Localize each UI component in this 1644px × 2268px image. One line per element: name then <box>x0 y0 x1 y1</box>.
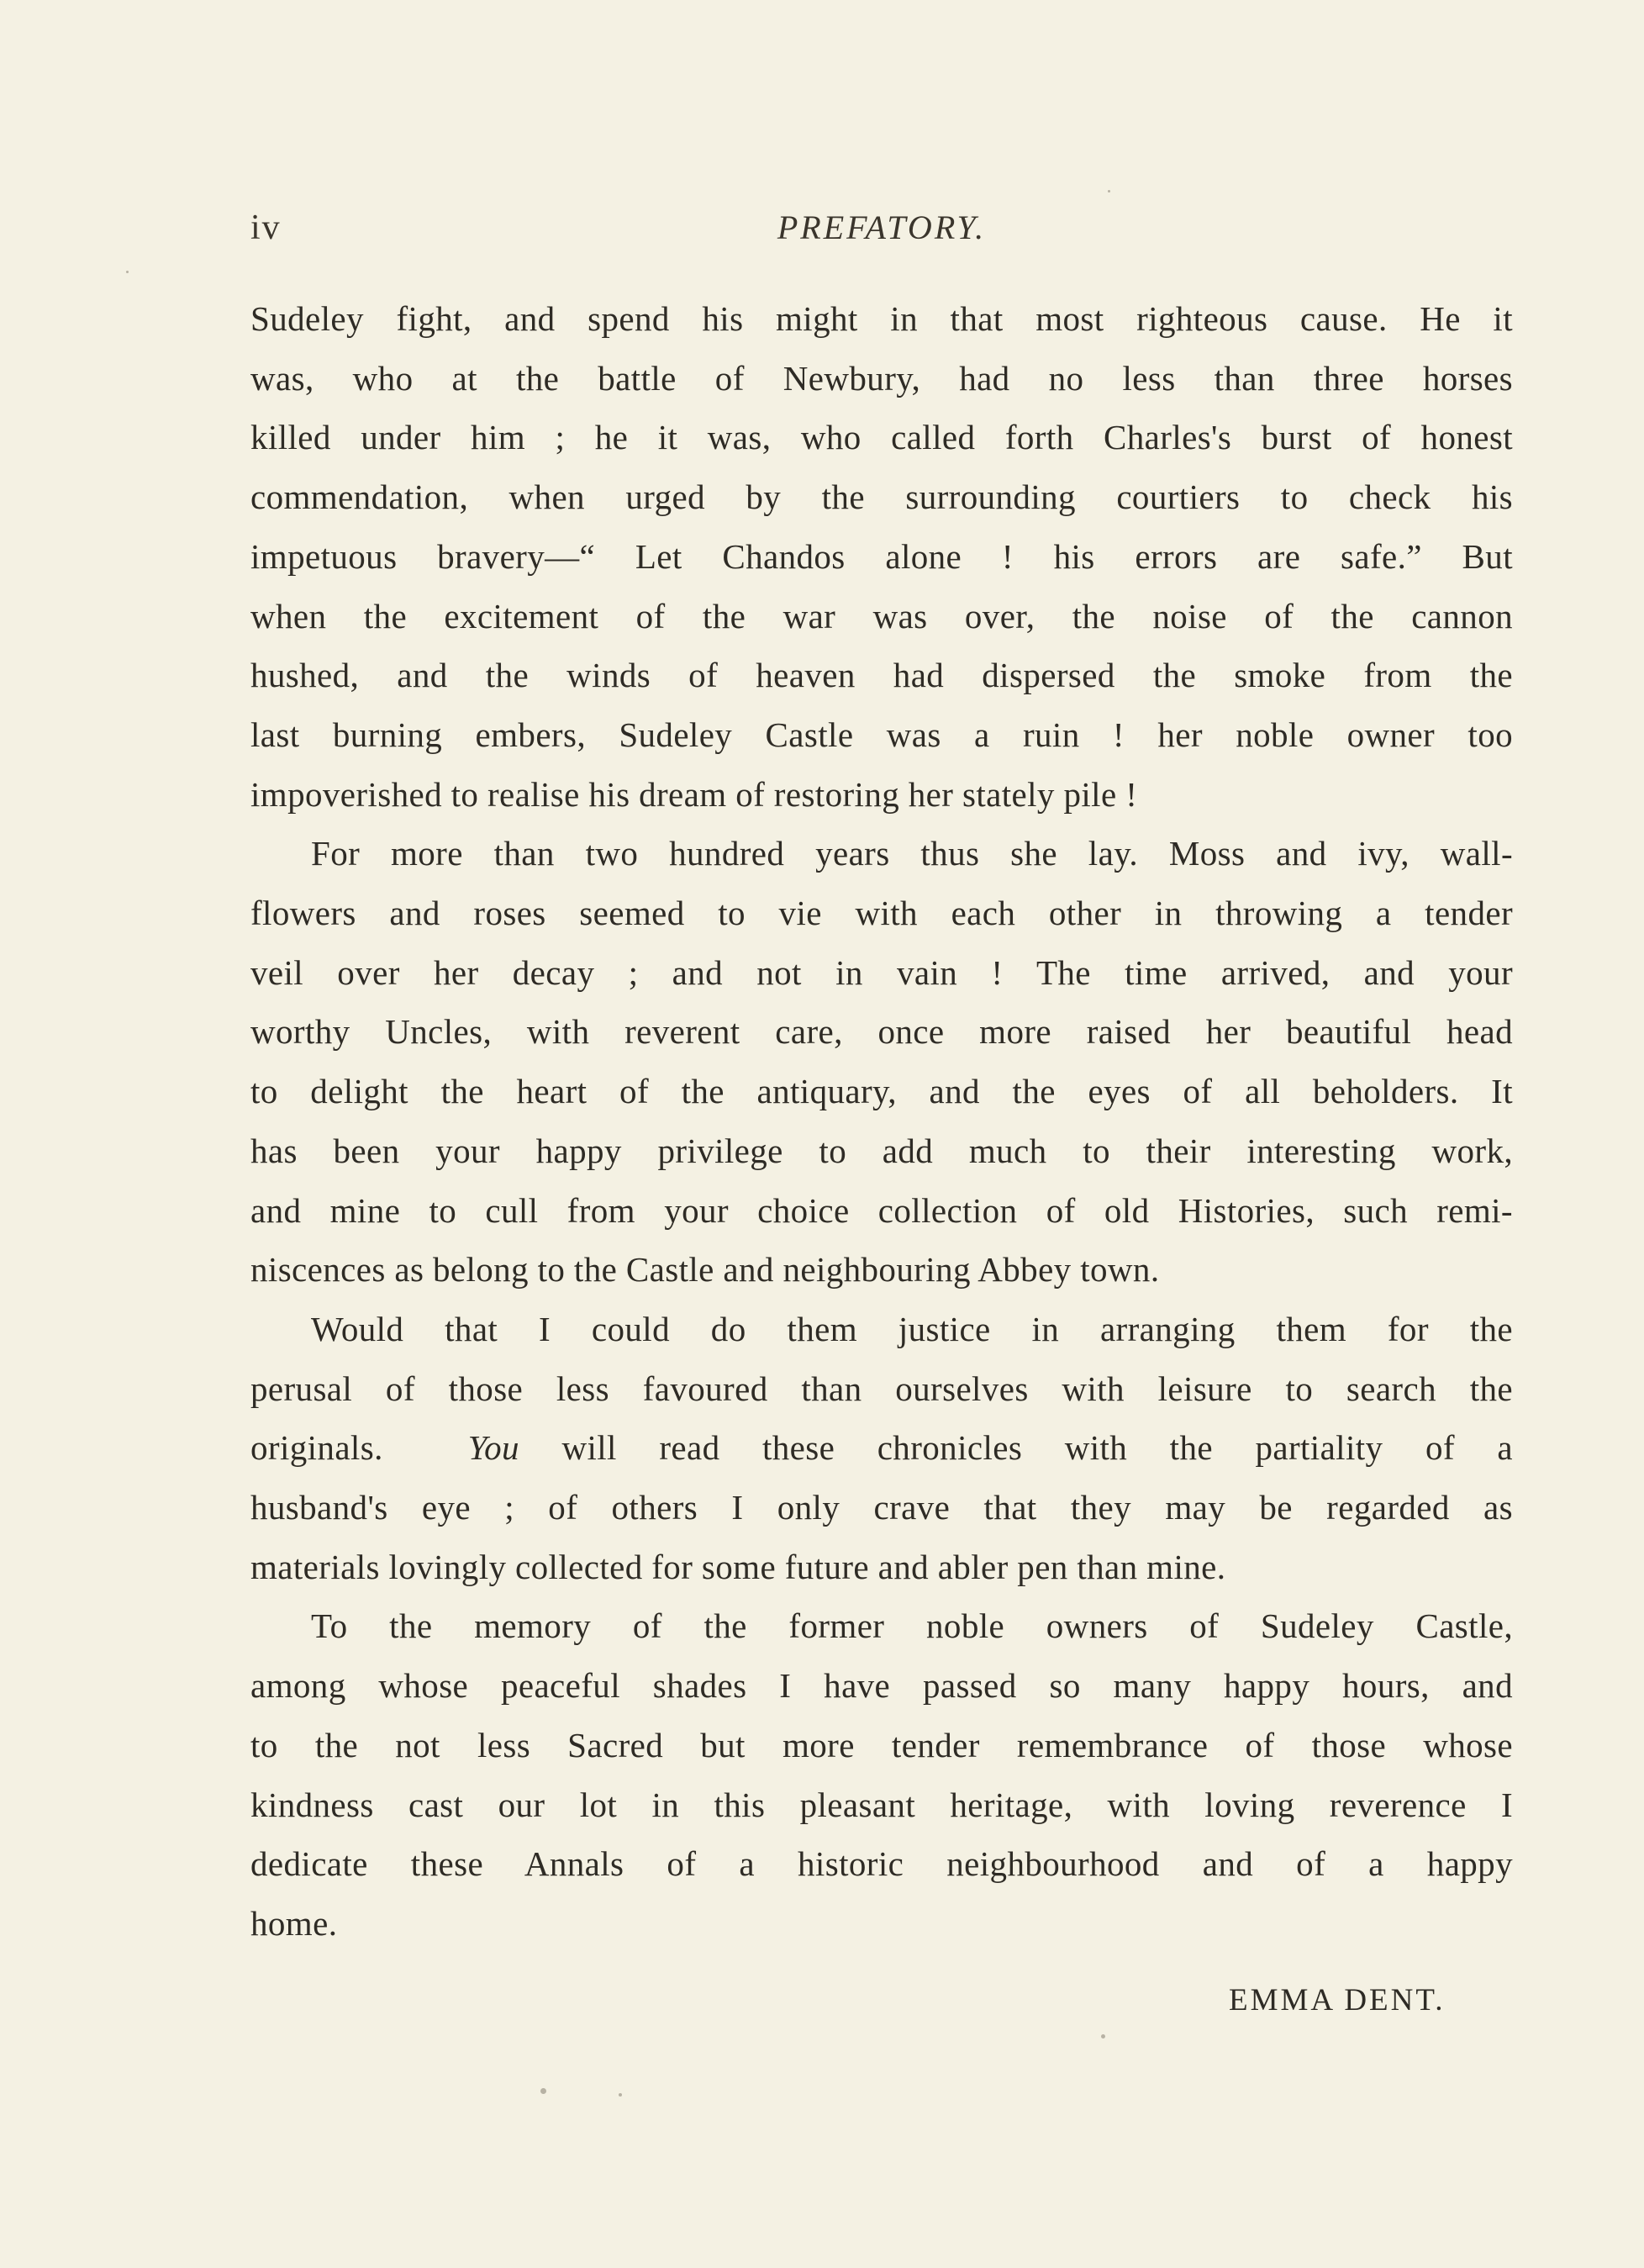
text-line: when the excitement of the war was over, the noise of the cannon <box>250 596 1513 636</box>
author-signature: EMMA DENT. <box>1229 1983 1446 2017</box>
text-line: perusal of those less favoured than ourselves with leisure to search the <box>250 1369 1513 1408</box>
paragraph-1 <box>250 289 1513 824</box>
text-line: among whose peaceful shades I have passed so many happy hours, and <box>250 1666 1513 1706</box>
paragraph-2 <box>250 824 1513 1300</box>
text-line: hushed, and the winds of heaven had dispersed the smoke from the <box>250 656 1513 695</box>
text-line: To the memory of the former noble owners of Sudeley Castle, <box>311 1606 1513 1646</box>
body-text <box>250 289 1513 1954</box>
text-line: worthy Uncles, with reverent care, once more raised her beautiful head <box>250 1012 1513 1052</box>
text-run: originals. <box>250 1428 383 1468</box>
emphasized-word: You <box>467 1428 519 1468</box>
text-line: and mine to cull from your choice collection of old Histories, such remi- <box>250 1190 1513 1230</box>
paper-speck <box>1108 190 1110 193</box>
text-line: last burning embers, Sudeley Castle was a ruin ! her noble owner too <box>250 715 1513 754</box>
text-line: niscences as belong to the Castle and neighbouring Abbey town. <box>250 1250 1160 1290</box>
text-line: veil over her decay ; and not in vain ! The time arrived, and your <box>250 952 1513 992</box>
paragraph-4 <box>250 1596 1513 1953</box>
text-line: to the not less Sacred but more tender remembrance of those whose <box>250 1725 1513 1764</box>
text-line: has been your happy privilege to add much to their interesting work, <box>250 1131 1513 1170</box>
page-header <box>250 208 1513 258</box>
paper-speck <box>1101 2034 1105 2039</box>
text-line: impetuous bravery—“ Let Chandos alone ! his errors are safe.” But <box>250 536 1513 576</box>
running-head: PREFATORY. <box>777 208 987 246</box>
text-line: was, who at the battle of Newbury, had no less than three horses <box>250 358 1513 398</box>
text-line: dedicate these Annals of a historic neighbourhood and of a happy <box>250 1844 1513 1884</box>
text-line: Would that I could do them justice in arranging them for the <box>311 1309 1513 1348</box>
text-line: impoverished to realise his dream of restoring her stately pile ! <box>250 774 1138 814</box>
text-line: Sudeley fight, and spend his might in that most righteous cause. He it <box>250 299 1513 338</box>
text-line: killed under him ; he it was, who called forth Charles's burst of honest <box>250 418 1513 457</box>
text-line: to delight the heart of the antiquary, and the eyes of all beholders. It <box>250 1072 1513 1111</box>
text-run: will read these chronicles with the partiality of a <box>561 1428 1513 1468</box>
paper-speck <box>619 2093 622 2097</box>
text-line: flowers and roses seemed to vie with each other in throwing a tender <box>250 894 1513 933</box>
paper-speck <box>540 2088 546 2094</box>
paper-speck <box>126 271 129 273</box>
text-line: kindness cast our lot in this pleasant heritage, with loving reverence I <box>250 1785 1513 1824</box>
text-line: home. <box>250 1903 338 1943</box>
text-line: commendation, when urged by the surrounding courtiers to check his <box>250 477 1513 517</box>
paragraph-3 <box>250 1300 1513 1597</box>
text-line-mixed <box>250 1418 1513 1478</box>
text-line: materials lovingly collected for some future and abler pen than mine. <box>250 1547 1226 1586</box>
text-line: husband's eye ; of others I only crave that they may be regarded as <box>250 1488 1513 1527</box>
page-number: iv <box>250 208 282 247</box>
text-line: For more than two hundred years thus she lay. Moss and ivy, wall- <box>311 834 1513 873</box>
